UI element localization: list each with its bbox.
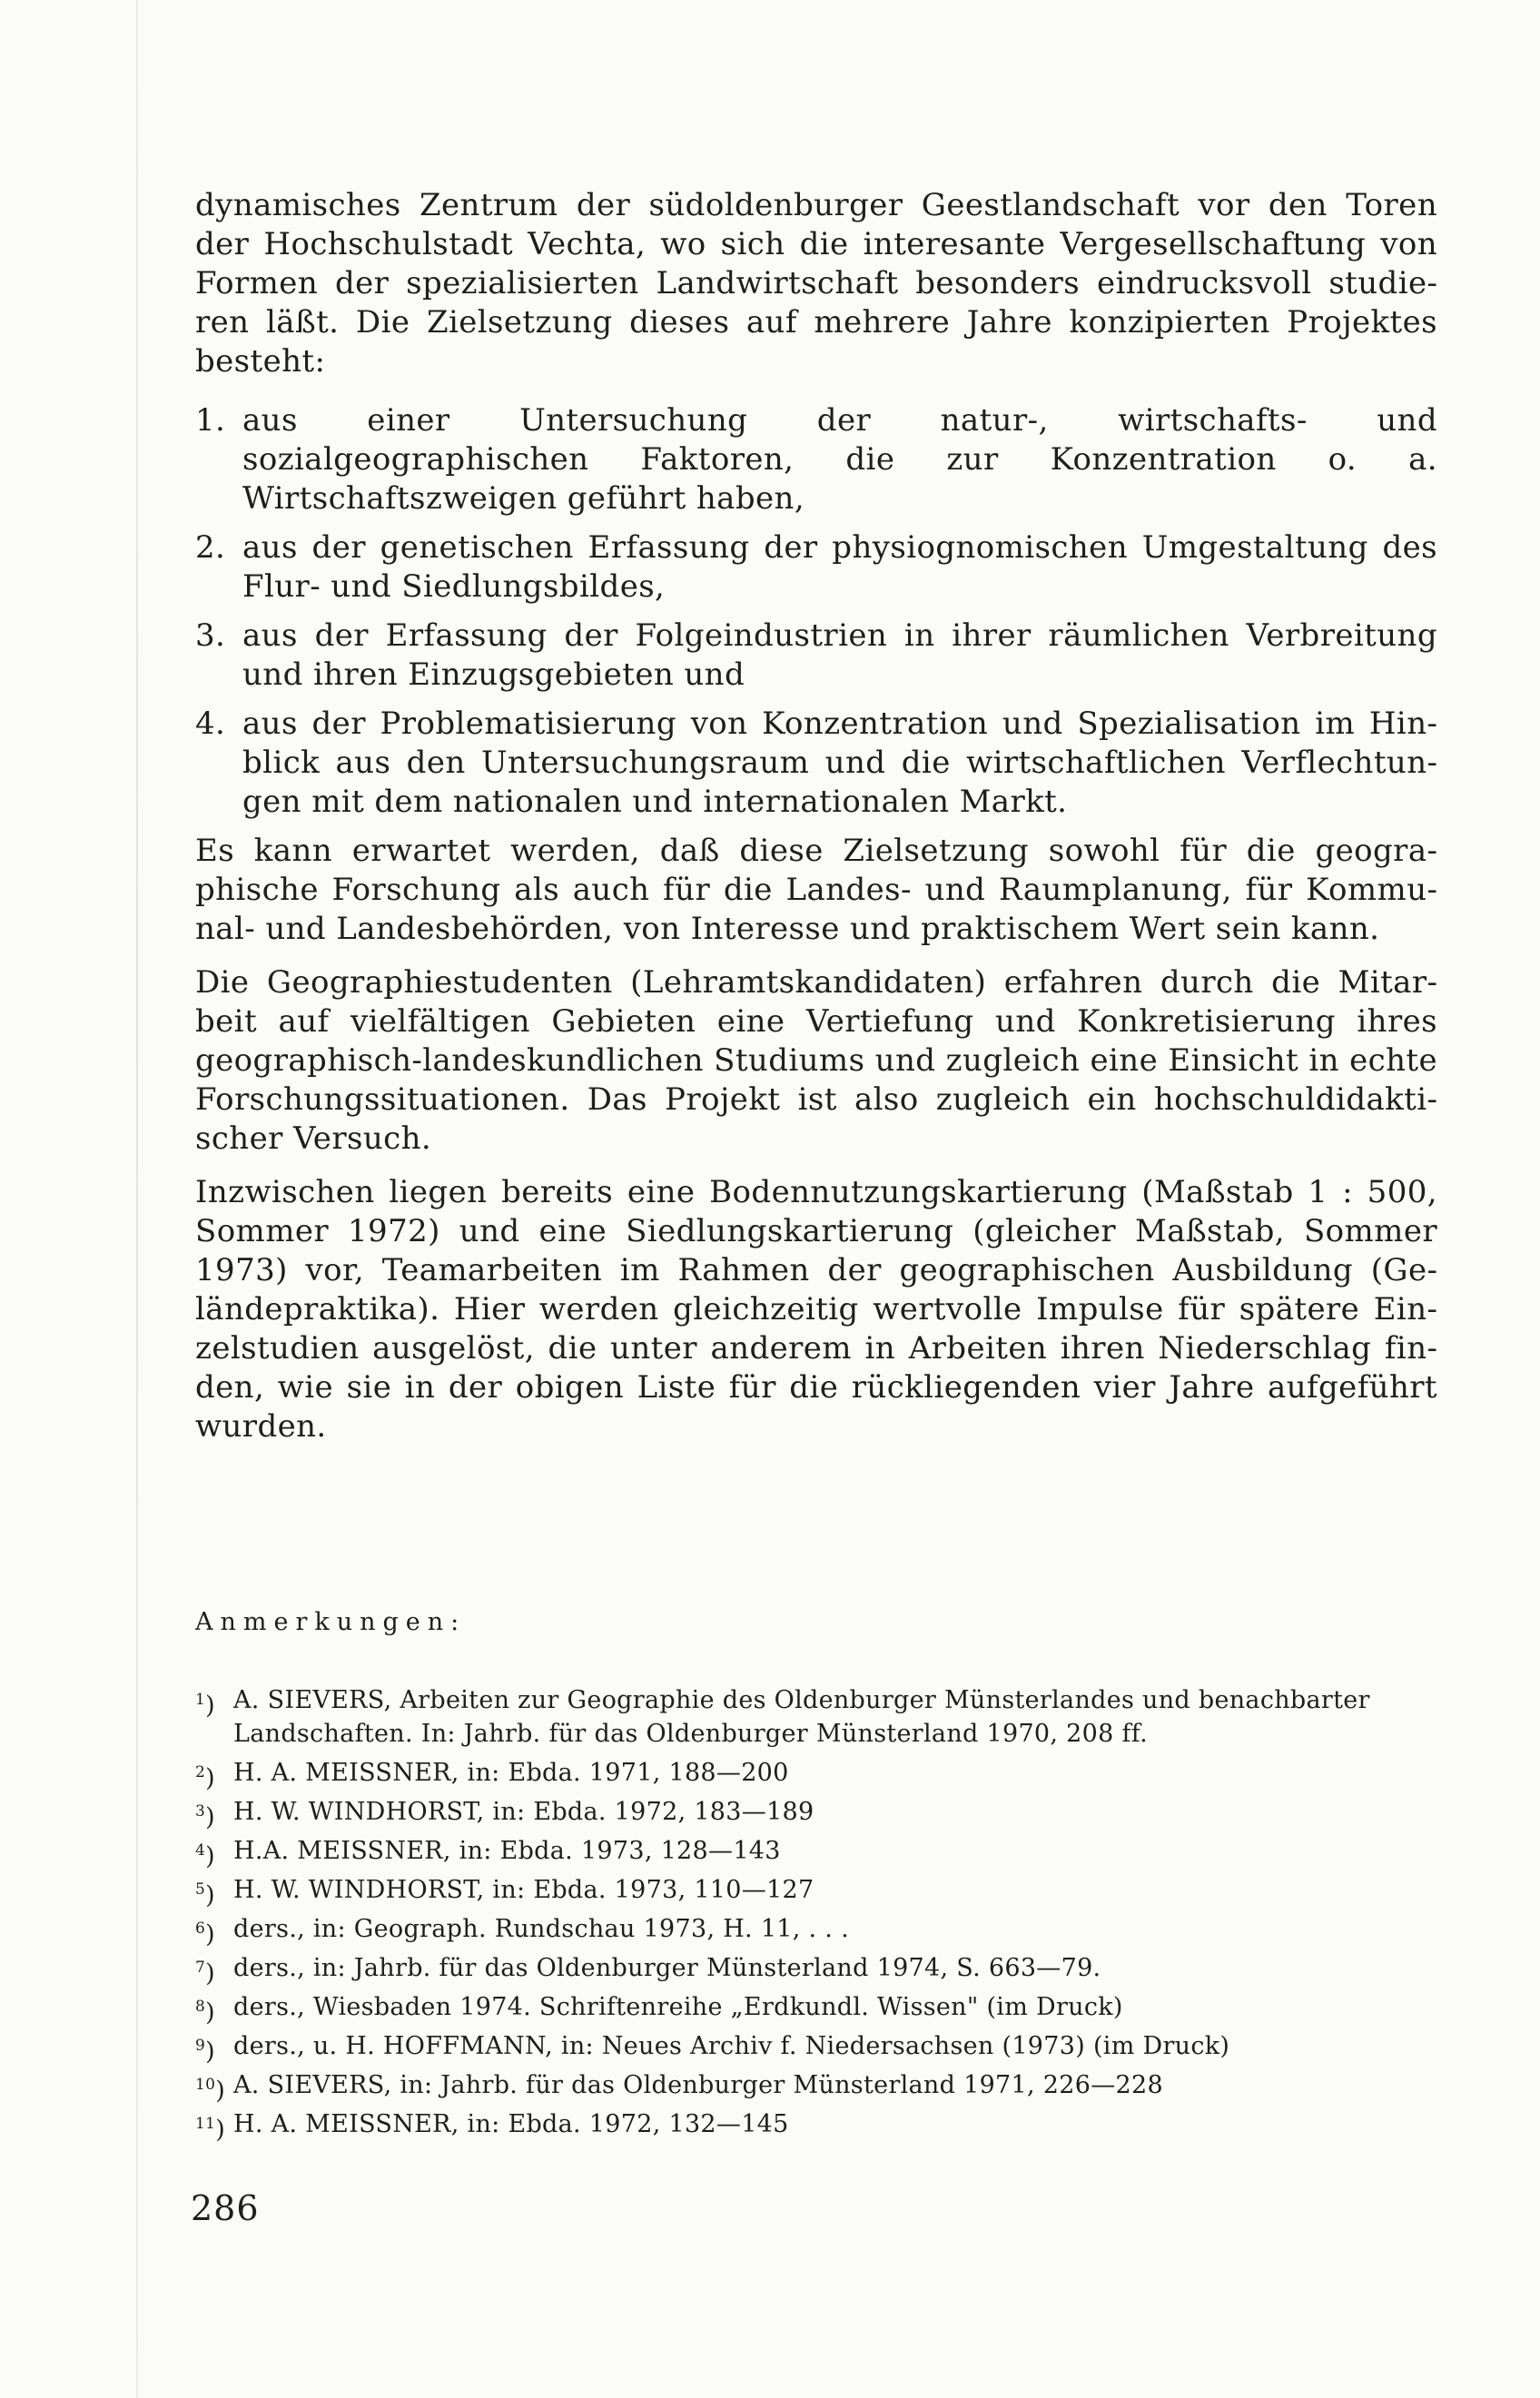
footnote-number: 6 <box>195 1919 206 1938</box>
footnote: $^8$) ders., Wiesbaden 1974. Schriftenreihe „Erdkundl. Wissen" (im Druck) <box>195 1993 1123 2027</box>
footnote-text: A. SIEVERS, Arbeiten zur Geographie des Oldenburger Münsterlandes und benachbarter Landschaften. In: Jahrb. für das Oldenburger Münsterland 1970, 208 ff. <box>233 1686 1370 1748</box>
list-item-text: aus der Erfassung der Folgeindustrien in ihrer räumlichen Verbreitung und ihren Einzugsgebieten und <box>242 617 1437 693</box>
list-item-number: 1. <box>195 402 226 439</box>
footnote-number: 1 <box>195 1691 206 1709</box>
footnotes-list <box>195 1683 1437 2144</box>
binding-gutter-line <box>136 0 138 2398</box>
footnote-text: H. W. WINDHORST, in: Ebda. 1973, 110—127 <box>233 1876 814 1904</box>
footnote: $^5$) H. W. WINDHORST, in: Ebda. 1973, 110—127 <box>195 1876 814 1910</box>
paragraph-expectations: Es kann erwartet werden, daß diese Zielsetzung sowohl für die geographische Forschung als auch für die Landes- und Raumplanung, für Kommunal- und Landesbehörden, von Interesse und praktischem Wert sein kann. <box>195 833 1437 947</box>
footnote-text: H. A. MEISSNER, in: Ebda. 1971, 188—200 <box>233 1759 789 1787</box>
footnote: $^{10}$) A. SIEVERS, in: Jahrb. für das Oldenburger Münsterland 1971, 226—228 <box>195 2071 1163 2105</box>
list-item-text: aus der Problematisierung von Konzentration und Spezialisation im Hinblick aus den Untersuchungsraum und die wirtschaftlichen Verflechtungen mit dem nationalen und internationalen Markt. <box>242 706 1437 820</box>
footnote-number: 4 <box>195 1841 206 1860</box>
footnote-text: H. W. WINDHORST, in: Ebda. 1972, 183—189 <box>233 1798 814 1826</box>
footnote-number: 10 <box>195 2076 216 2094</box>
list-item <box>195 705 1437 822</box>
footnote: $^7$) ders., in: Jahrb. für das Oldenburger Münsterland 1974, S. 663—79. <box>195 1954 1101 1988</box>
paragraph-mapping: Inzwischen liegen bereits eine Bodennutzungskartierung (Maßstab 1 : 500, Sommer 1972) und eine Siedlungskartierung (gleicher Maßstab, Sommer 1973) vor, Teamarbeiten im Rahmen der geographischen Ausbildung (Geländepraktika). Hier werden gleichzeitig wertvolle Impulse für spätere Einzelstudien ausgelöst, die unter anderem in Arbeiten ihren Niederschlag finden, wie sie in der obigen Liste für die rückliegenden vier Jahre aufgeführt wurden. <box>195 1174 1437 1445</box>
footnote-number: 8 <box>195 1998 206 2016</box>
footnote: $^3$) H. W. WINDHORST, in: Ebda. 1972, 183—189 <box>195 1798 814 1831</box>
footnote-number: 7 <box>195 1959 206 1977</box>
list-item <box>195 528 1437 607</box>
list-item <box>195 617 1437 695</box>
page-body <box>195 186 1437 2146</box>
objectives-list <box>195 401 1437 822</box>
footnote-text: H.A. MEISSNER, in: Ebda. 1973, 128—143 <box>233 1837 781 1865</box>
footnote: $^4$) H.A. MEISSNER, in: Ebda. 1973, 128—143 <box>195 1837 781 1870</box>
footnote-text: ders., in: Geograph. Rundschau 1973, H. 11, . . . <box>233 1915 849 1943</box>
list-item <box>195 401 1437 518</box>
footnote-number: 5 <box>195 1880 206 1899</box>
footnote-text: A. SIEVERS, in: Jahrb. für das Oldenburger Münsterland 1971, 226—228 <box>233 2071 1163 2099</box>
footnote-text: H. A. MEISSNER, in: Ebda. 1972, 132—145 <box>233 2110 789 2138</box>
list-item-text: aus einer Untersuchung der natur-, wirtschafts- und sozialgeographischen Faktoren, die zur Konzentration o. a. Wirtschaftszweigen geführt haben, <box>242 402 1437 517</box>
footnote: $^1$) A. SIEVERS, Arbeiten zur Geographie des Oldenburger Münsterlandes und benachbarter Landschaften. In: Jahrb. für das Oldenburger Münsterland 1970, 208 ff. <box>195 1686 1370 1748</box>
list-item-number: 3. <box>195 617 226 654</box>
footnote: $^{11}$) H. A. MEISSNER, in: Ebda. 1972, 132—145 <box>195 2110 789 2144</box>
list-item-number: 4. <box>195 706 226 742</box>
footnote-text: ders., Wiesbaden 1974. Schriftenreihe „Erdkundl. Wissen" (im Druck) <box>233 1993 1123 2021</box>
list-item-text: aus der genetischen Erfassung der physiognomischen Umgestaltung des Flur- und Siedlungsbildes, <box>242 529 1437 605</box>
footnote-number: 11 <box>195 2115 216 2133</box>
footnote-number: 2 <box>195 1763 206 1781</box>
footnote-text: ders., u. H. HOFFMANN, in: Neues Archiv f. Niedersachsen (1973) (im Druck) <box>233 2032 1230 2060</box>
footnote-number: 3 <box>195 1802 206 1821</box>
notes-heading: Anmerkungen: <box>195 1608 467 1636</box>
footnote: $^9$) ders., u. H. HOFFMANN, in: Neues Archiv f. Niedersachsen (1973) (im Druck) <box>195 2032 1230 2066</box>
footnote: $^2$) H. A. MEISSNER, in: Ebda. 1971, 188—200 <box>195 1759 789 1792</box>
paragraph-students: Die Geographiestudenten (Lehramtskandidaten) erfahren durch die Mitarbeit auf vielfältigen Gebieten eine Vertiefung und Konkretisierung ihres geographisch-landeskundlichen Studiums und zugleich eine Einsicht in echte Forschungssituationen. Das Projekt ist also zugleich ein hochschuldidaktischer Versuch. <box>195 964 1437 1157</box>
list-item-number: 2. <box>195 529 226 566</box>
page-number: 286 <box>191 2188 260 2228</box>
intro-paragraph: dynamisches Zentrum der südoldenburger Geestlandschaft vor den Toren der Hochschulstadt Vechta, wo sich die interesante Vergesellschaftung von Formen der spezialisierten Landwirtschaft besonders eindrucksvoll studieren läßt. Die Zielsetzung dieses auf mehrere Jahre konzipierten Projektes besteht: <box>195 187 1437 380</box>
footnote-text: ders., in: Jahrb. für das Oldenburger Münsterland 1974, S. 663—79. <box>233 1954 1101 1982</box>
footnote-number: 9 <box>195 2037 206 2055</box>
footnote: $^6$) ders., in: Geograph. Rundschau 1973, H. 11, . . . <box>195 1915 849 1949</box>
